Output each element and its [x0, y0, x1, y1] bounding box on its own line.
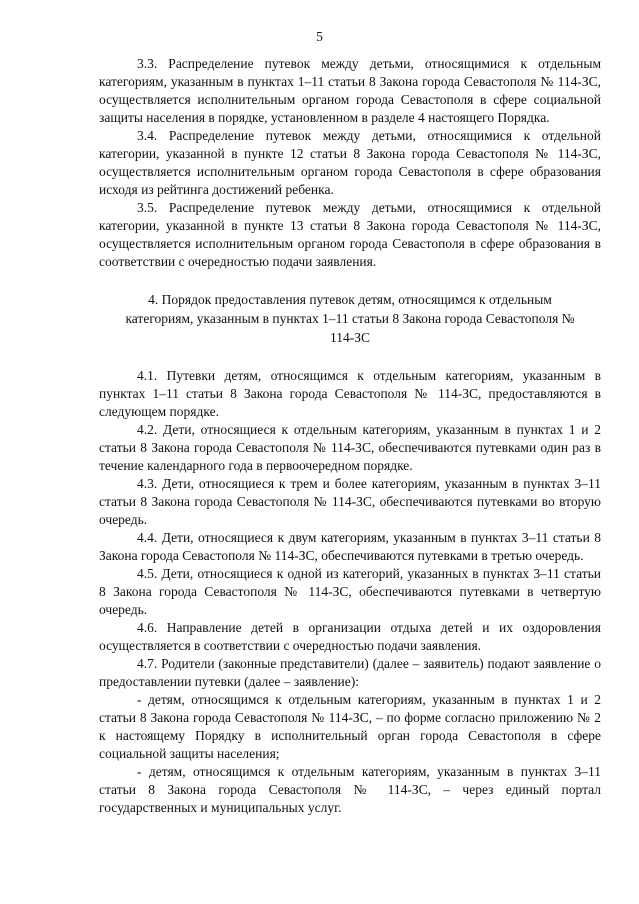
paragraph-3-3: 3.3. Распределение путевок между детьми, относящимися к отдельным категориям, указанным в пунктах 1–11 статьи 8 Закона города Севастополя № 114-ЗС, осуществляется исполнительным органом города Севастополя в сфере социальной защиты населения в порядке, установленном в разделе 4 настоящего Порядка. [99, 56, 601, 125]
paragraph-3-4: 3.4. Распределение путевок между детьми, относящимися к отдельной категории, указанной в пункте 12 статьи 8 Закона города Севастополя № 114-ЗС, осуществляется исполнительным органом города Севастополя в сфере образования исходя из рейтинга достижений ребенка. [99, 128, 601, 197]
list-item-social-protection: - детям, относящимся к отдельным категориям, указанным в пунктах 1 и 2 статьи 8 Закона города Севастополя № 114-ЗС, – по форме согласно приложению № 2 к настоящему Порядку в исполнительный орган города Севастополя в сфере социальной защиты населения; [99, 692, 601, 761]
paragraph-4-1: 4.1. Путевки детям, относящимся к отдельным категориям, указанным в пунктах 1–11 статьи 8 Закона города Севастополя № 114-ЗС, предоставляются в следующем порядке. [99, 368, 601, 419]
page-number: 5 [316, 29, 323, 44]
paragraph-4-5: 4.5. Дети, относящиеся к одной из категорий, указанных в пунктах 3–11 статьи 8 Закона города Севастополя № 114-ЗС, обеспечиваются путевками в четвертую очередь. [99, 566, 601, 617]
paragraph-3-5: 3.5. Распределение путевок между детьми, относящимися к отдельной категории, указанной в пункте 13 статьи 8 Закона города Севастополя № 114-ЗС, осуществляется исполнительным органом города Севастополя в сфере образования в соответствии с очередностью подачи заявления. [99, 200, 601, 269]
list-item-public-services-portal: - детям, относящимся к отдельным категориям, указанным в пунктах 3–11 статьи 8 Закона города Севастополя № 114-ЗС, – через единый портал государственных и муниципальных услуг. [99, 764, 601, 815]
document-body [99, 55, 601, 817]
paragraph-4-2: 4.2. Дети, относящиеся к отдельным категориям, указанным в пунктах 1 и 2 статьи 8 Закона города Севастополя № 114-ЗС, обеспечиваются путевками один раз в течение календарного года в первоочередном порядке. [99, 422, 601, 473]
paragraph-4-6: 4.6. Направление детей в организации отдыха детей и их оздоровления осуществляется в соответствии с очередностью подачи заявления. [99, 620, 601, 653]
paragraph-4-7: 4.7. Родители (законные представители) (далее – заявитель) подают заявление о предоставлении путевки (далее – заявление): [99, 656, 601, 689]
section-4-heading: 4. Порядок предоставления путевок детям, относящимся к отдельным категориям, указанным в пунктах 1–11 статьи 8 Закона города Севастополя № 114-ЗС [125, 292, 575, 345]
paragraph-4-4: 4.4. Дети, относящиеся к двум категориям, указанным в пунктах 3–11 статьи 8 Закона города Севастополя № 114-ЗС, обеспечиваются путевками в третью очередь. [99, 530, 601, 563]
paragraph-4-3: 4.3. Дети, относящиеся к трем и более категориям, указанным в пунктах 3–11 статьи 8 Закона города Севастополя № 114-ЗС, обеспечиваются путевками во вторую очередь. [99, 476, 601, 527]
